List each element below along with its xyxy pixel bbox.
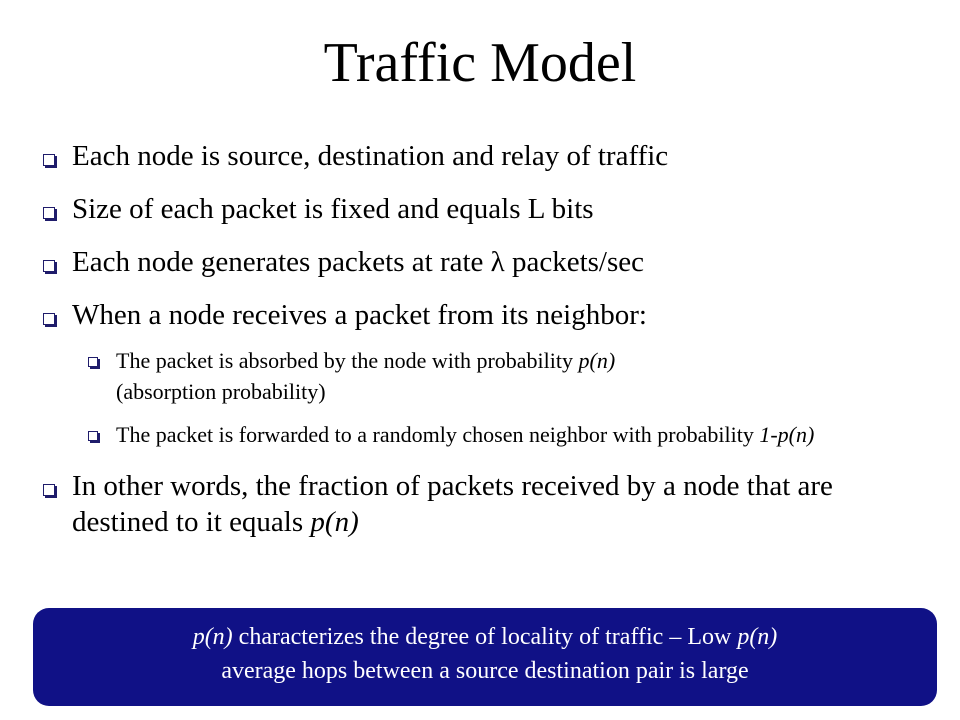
square-bullet-icon	[88, 431, 98, 441]
callout-text: characterizes the degree of locality of traffic – Low	[232, 624, 738, 650]
bullet-list	[38, 138, 918, 557]
sub-bullet-item	[38, 345, 918, 407]
callout-box	[33, 608, 937, 706]
bullet-item	[38, 191, 918, 227]
probability-term: p(n)	[310, 506, 359, 538]
square-bullet-icon	[43, 313, 55, 325]
sub-bullet-text: The packet is forwarded to a randomly chosen neighbor with probability	[116, 422, 760, 447]
probability-term: p(n)	[578, 348, 616, 373]
callout-term: p(n)	[192, 624, 233, 650]
callout-term: p(n)	[737, 624, 778, 650]
bullet-text	[72, 468, 918, 540]
square-bullet-icon	[88, 357, 98, 367]
sub-bullet-text: The packet is absorbed by the node with probability	[116, 348, 579, 373]
bullet-item	[38, 138, 918, 174]
bullet-text: Each node is source, destination and relay of traffic	[72, 140, 669, 172]
bullet-item	[38, 244, 918, 280]
slide-title: Traffic Model	[323, 32, 637, 94]
square-bullet-icon	[43, 207, 55, 219]
callout-text-line2: average hops between a source destination pair is large	[221, 658, 749, 684]
square-bullet-icon	[43, 484, 55, 496]
bullet-item	[38, 468, 918, 540]
sub-bullet-text-continued: (absorption probability)	[116, 379, 326, 404]
bullet-text: When a node receives a packet from its neighbor:	[72, 299, 647, 331]
square-bullet-icon	[43, 154, 55, 166]
square-bullet-icon	[43, 260, 55, 272]
probability-term: 1-p(n)	[759, 422, 815, 447]
bullet-item	[38, 297, 918, 333]
bullet-text: Each node generates packets at rate λ packets/sec	[72, 246, 645, 278]
bullet-text-main: In other words, the fraction of packets received by a node that are destined to it equals	[72, 470, 833, 538]
bullet-text: Size of each packet is fixed and equals L bits	[72, 193, 594, 225]
sub-bullet-item	[38, 419, 918, 450]
